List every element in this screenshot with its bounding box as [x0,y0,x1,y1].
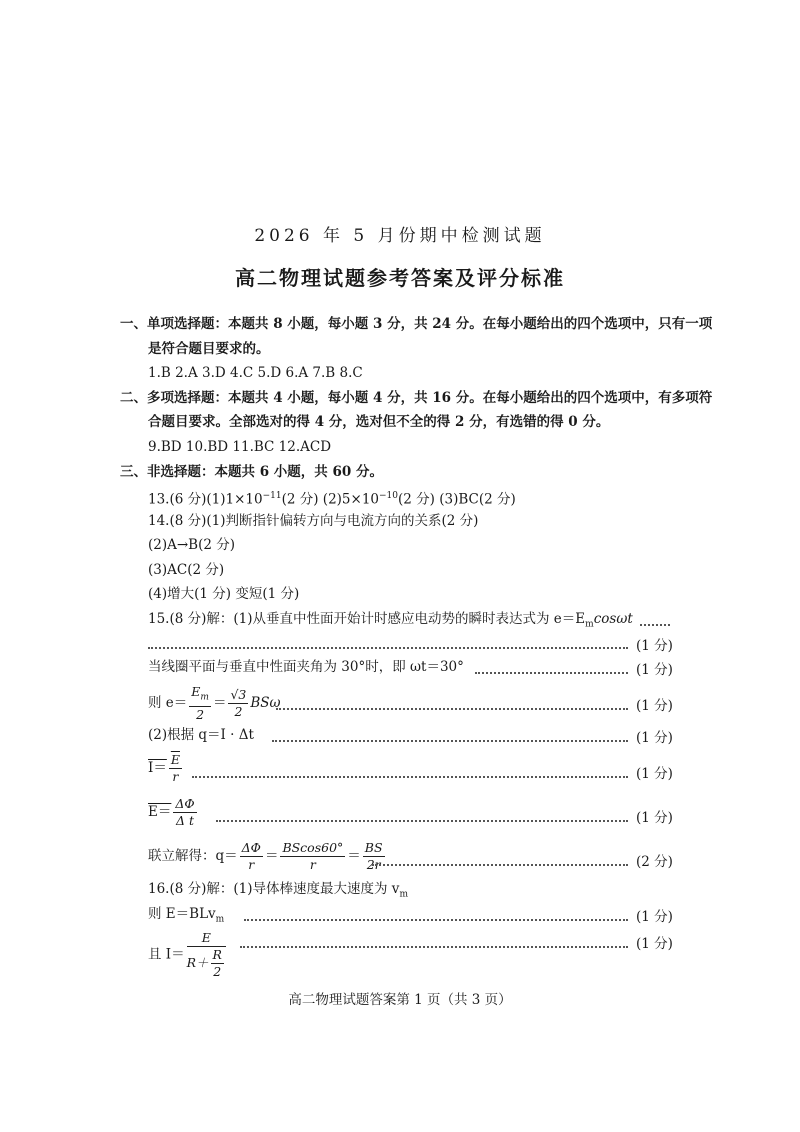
q13-exp-a: −11 [262,491,282,501]
fraction [240,840,263,873]
leader-dots [475,672,628,674]
q15-line5: (2)根据 q＝I · Δt [148,727,254,743]
q16-line1 [148,880,408,904]
frac-num: BS [364,840,383,855]
q13-exp-b: −10 [379,491,399,501]
frac-num: BScos60° [282,840,344,855]
q14-line4: (4)增大(1 分) 变短(1 分) [148,586,300,602]
q15-line8 [148,840,387,873]
score-3: (1 分) [636,698,673,714]
q15-line4 [148,684,281,723]
q14-line2: (2)A→B(2 分) [148,537,236,553]
frac-den: 2 [213,964,222,979]
score-6: (1 分) [636,810,673,826]
section2-heading-cont: 合题目要求。全部选对的得 4 分，选对但不全的得 2 分，有选错的得 0 分。 [148,414,610,430]
section1-answers: 1.B 2.A 3.D 4.C 5.D 6.A 7.B 8.C [148,365,363,381]
frac-num: R [212,947,222,962]
leader-dots [640,624,670,626]
frac-den [187,947,226,980]
score-8: (1 分) [636,909,673,925]
q15-line1-sub: m [585,619,594,630]
leader-dots [276,708,628,710]
page-footer: 高二物理试题答案第 1 页（共 3 页） [288,992,512,1008]
equals: ＝ [212,694,227,711]
fraction [280,840,345,873]
fraction [187,930,226,980]
q16-line2-sub: m [215,914,225,925]
frac-num: ΔΦ [175,796,195,811]
leader-dots [216,820,628,822]
section1-heading-cont: 是符合题目要求的。 [148,341,270,357]
q15-line6 [148,752,184,785]
document-title: 高二物理试题参考答案及评分标准 [235,266,565,290]
score-9: (1 分) [636,936,673,952]
q16-line3-pre: 且 I＝ [148,946,185,963]
leader-dots [272,740,628,742]
q13-part-c: (2 分) (3)BC(2 分) [398,491,516,508]
section1-heading: 一、单项选择题：本题共 8 小题，每小题 3 分，共 24 分。在每小题给出的四个选项中，只有一项 [120,316,713,332]
frac-den: r [248,857,255,872]
frac-num: $\overline{E}$ [170,752,180,767]
fraction [169,752,182,785]
q15-line6-pre: I＝ [148,760,167,776]
frac-num-sub: m [200,692,209,703]
frac-den: r [309,857,316,872]
frac-den: Δ t [175,813,195,828]
q14-line3: (3)AC(2 分) [148,562,225,578]
q15-line8-pre: 联立解得：q＝ [148,848,238,864]
q16-line1-text: 16.(8 分)解：(1)导体棒速度最大速度为 v [148,881,400,897]
q15-line1 [148,610,633,634]
q15-line7 [148,796,199,829]
q13-part-a: 13.(6 分)(1)1×10 [148,491,263,508]
frac-num: ΔΦ [241,840,261,855]
q15-line7-pre: E＝ [148,804,172,820]
frac-den: r [172,769,179,784]
leader-dots [192,776,628,778]
q16-line1-sub: m [399,889,408,900]
frac-den-a: R＋ [186,955,209,970]
exam-title: 2026 年 5 月份期中检测试题 [254,226,546,246]
fraction [211,947,224,980]
score-5: (1 分) [636,766,673,782]
q16-line2 [148,905,224,929]
q15-line1-end: cosωt [593,611,633,627]
q15-line4-pre: 则 e＝ [148,694,188,711]
equals: ＝ [264,848,279,864]
section2-heading: 二、多项选择题：本题共 4 小题，每小题 4 分，共 16 分。在每小题给出的四个选项中，有多项符 [120,390,713,406]
q16-line3 [148,930,228,980]
fraction [189,684,211,723]
frac-num: E [191,684,201,699]
q15-line3: 当线圈平面与垂直中性面夹角为 30°时，即 ωt＝30° [148,659,464,675]
leader-dots [372,864,628,866]
q16-line2-pre: 则 E＝BLv [148,906,216,922]
q15-line1-text: 15.(8 分)解：(1)从垂直中性面开始计时感应电动势的瞬时表达式为 e＝E [148,611,586,627]
q14-line1: 14.(8 分)(1)判断指针偏转方向与电流方向的关系(2 分) [148,513,479,529]
leader-dots [244,919,628,921]
leader-dots [148,647,628,649]
score-7: (2 分) [636,854,673,870]
fraction [228,687,248,720]
frac-den: 2r [366,857,381,872]
frac-num: √3 [230,686,247,702]
section3-heading: 三、非选择题：本题共 6 小题，共 60 分。 [120,464,383,480]
leader-dots [240,946,628,948]
frac-num: E [187,930,226,947]
section2-answers: 9.BD 10.BD 11.BC 12.ACD [148,439,332,455]
q13-part-b: (2 分) (2)5×10 [281,491,380,508]
equals: ＝ [347,848,361,864]
score-2: (1 分) [636,662,673,678]
q13-answer [148,487,516,509]
frac-den: 2 [196,706,205,722]
score-1: (1 分) [636,638,673,654]
score-4: (1 分) [636,730,673,746]
q15-line4-post: BSω [250,694,281,711]
fraction [173,796,196,829]
fraction [363,840,385,873]
frac-den: 2 [234,703,243,719]
